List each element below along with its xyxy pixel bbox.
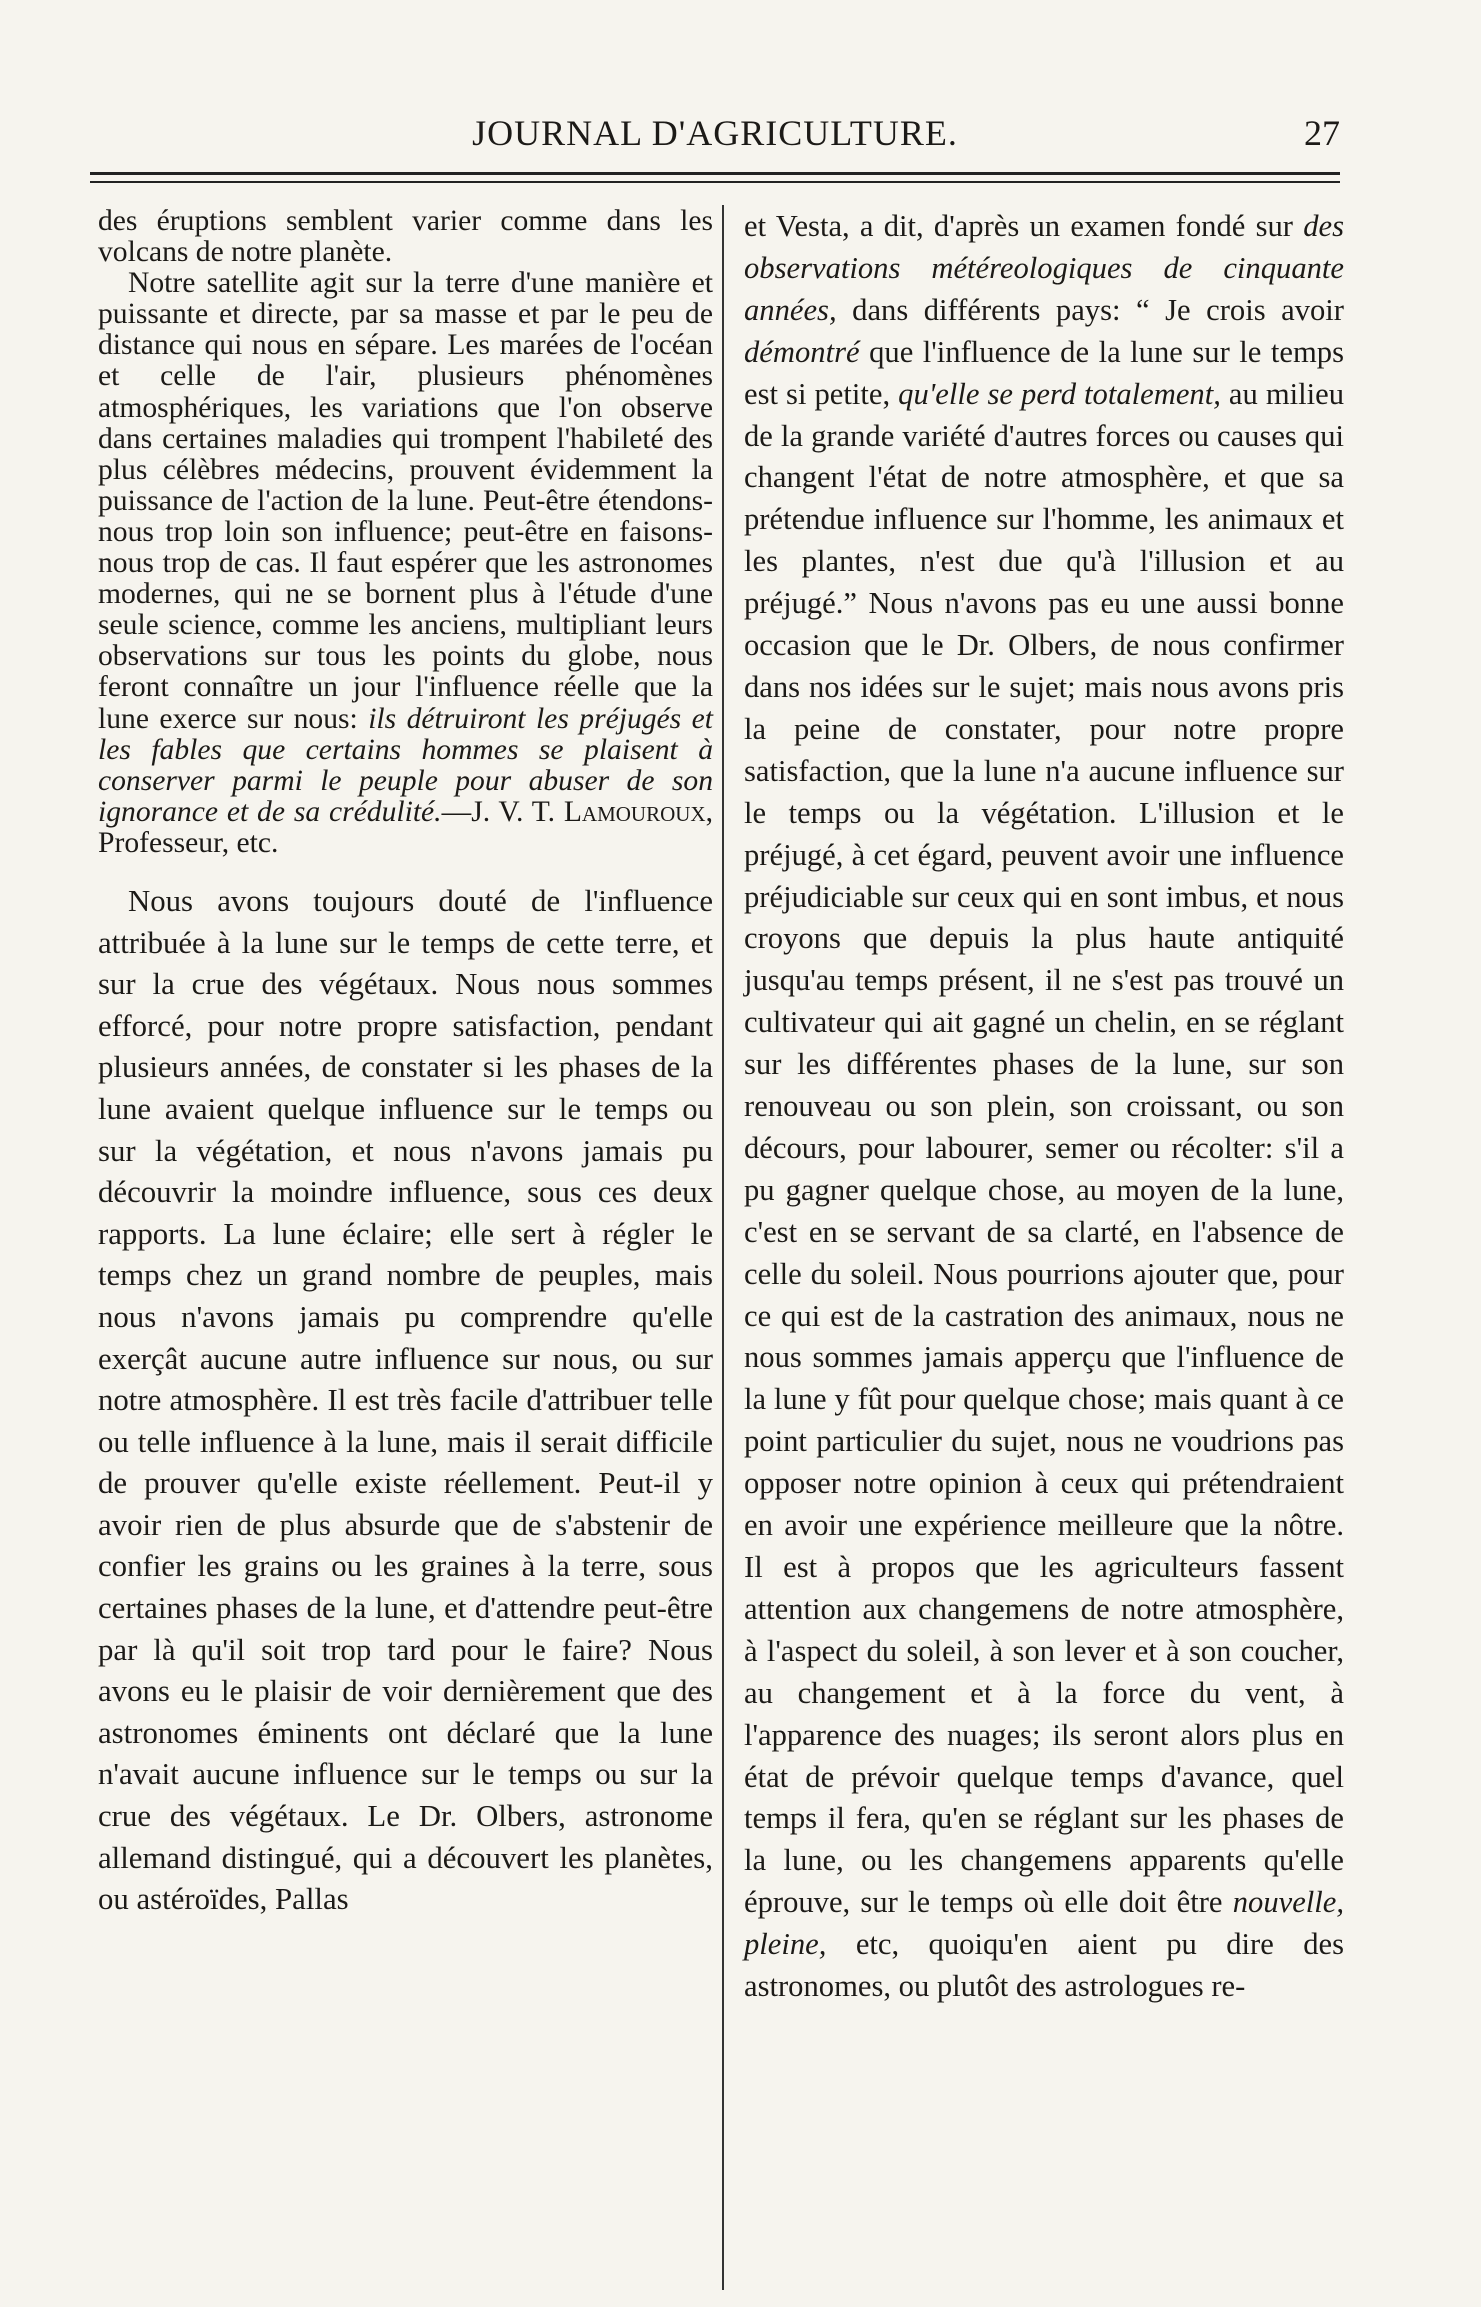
- header-rule-thin: [90, 181, 1340, 183]
- signature-name: Lamouroux,: [563, 795, 713, 828]
- satellite-text: Notre satellite agit sur la terre d'une manière et puissante et directe, par sa masse et par le peu de distance qui nous en sépare. Les marées de l'océan et celle de l'air, plusieurs phénomènes atmosphériques, les variations que l'on observe dans certaines maladies qui trompent l'habileté des plus célèbres médecins, prouvent évidemment la puissance de l'action de la lune. Peut-être étendons-nous trop loin son influence; peut-être en faisons-nous trop de cas. Il faut espérer que les astronomes modernes, qui ne se bornent plus à l'étude d'une seule science, comme les anciens, multipliant leurs observations sur tous les points du globe, nous feront connaître un jour l'influence réelle que la lune exerce sur nous:: [98, 267, 713, 735]
- running-title: JOURNAL D'AGRICULTURE.: [472, 113, 958, 153]
- olbers-text-2: dans différents pays: “ Je crois avoir: [852, 292, 1344, 327]
- paragraph-satellite: [98, 268, 713, 859]
- column-separator: [722, 205, 724, 2290]
- header-rule-thick: [90, 172, 1340, 175]
- olbers-italic-2: démontré: [744, 334, 860, 369]
- paragraph-influence-lune: Nous avons toujours douté de l'influence attribuée à la lune sur le temps de cette terre, et sur la crue des végétaux. Nous nous sommes efforcé, pour notre propre satisfaction, pendant plusieurs années, de constater si les phases de la lune avaient quelque influence sur le temps ou sur la végétation, et nous n'avons jamais pu découvrir la moindre influence, sous ces deux rapports. La lune éclaire; elle sert à régler le temps chez un grand nombre de peuples, mais nous n'avons jamais pu comprendre qu'elle exerçât aucune autre influence sur nous, ou sur notre atmosphère. Il est très facile d'attribuer telle ou telle influence à la lune, mais il serait difficile de prouver qu'elle existe réellement. Peut-il y avoir rien de plus absurde que de s'abstenir de confier les grains ou les graines à la terre, sous certaines phases de la lune, et d'attendre peut-être par là qu'il soit trop tard pour le faire? Nous avons eu le plaisir de voir dernièrement que des astronomes éminents ont déclaré que la lune n'avait aucune influence sur le temps ou sur la crue des végétaux. Le Dr. Olbers, astronome allemand distingué, qui a découvert les planètes, ou astéroïdes, Pallas: [98, 883, 713, 1917]
- olbers-text-4: au milieu de la grande variété d'autres forces ou causes qui changent l'état de notre atmosphère, et que sa prétendue influence sur l'homme, les animaux et les plantes, n'est due qu'à l'illusion et au préjugé.” Nous n'avons pas eu une aussi bonne occasion que le Dr. Olbers, de nous confirmer dans nos idées sur le sujet; mais nous avons pris la peine de constater, pour notre propre satisfaction, que la lune n'a aucune influence sur le temps ou la végétation. L'illusion et le préjugé, à cet égard, peuvent avoir une influence préjudiciable sur ceux qui en sont imbus, et nous croyons que depuis la plus haute antiquité jusqu'au temps présent, il ne s'est pas trouvé un cultivateur qui ait gagné un chelin, en se réglant sur les différentes phases de la lune, sur son renouveau ou son plein, son croissant, ou son décours, pour labourer, semer ou récolter: s'il a pu gagner quelque chose, au moyen de la lune, c'est en se servant de sa clarté, en l'absence de celle du soleil. Nous pourrions ajouter que, pour ce qui est de la castration des animaux, nous ne nous sommes jamais apperçu que l'influence de la lune y fût pour quelque chose; mais quant à ce point particulier du sujet, nous ne voudrions pas opposer notre opinion à ceux qui prétendraient en avoir une expérience meilleure que la nôtre. Il est à propos que les agriculteurs fassent attention aux changemens de notre atmosphère, à l'aspect du soleil, à son lever et à son coucher, au changement et à la force du vent, à l'apparence des nuages; ils seront alors plus en état de prévoir quelque temps d'avance, quel temps il fera, qu'en se réglant sur les phases de la lune, ou les changemens apparents qu'elle éprouve, sur le temps où elle doit être: [744, 376, 1345, 1920]
- olbers-italic-4: nouvelle, pleine,: [744, 1885, 1344, 1962]
- satellite-italic-quote: ils détruiront les préjugés et les fables que certains hommes se plaisent à conserver parmi le peuple pour abuser de son ignorance et de sa crédulité.: [98, 702, 713, 828]
- olbers-text-5: etc, quoiqu'en aient pu dire des astronomes, ou plutôt des astrologues re-: [744, 1927, 1344, 2004]
- right-column: [744, 206, 1344, 2008]
- olbers-italic-1: des observations météreologiques de cinquante années,: [744, 209, 1344, 327]
- page-header: [90, 112, 1340, 162]
- left-column: [98, 206, 713, 1921]
- olbers-text-3: que l'influence de la lune sur le temps est si petite,: [744, 334, 1344, 411]
- olbers-text-1: et Vesta, a dit, d'après un examen fondé sur: [744, 209, 1293, 243]
- page-number: 27: [1304, 113, 1340, 153]
- olbers-italic-3: qu'elle se perd totalement,: [898, 376, 1221, 411]
- paragraph-volcans: des éruptions semblent varier comme dans les volcans de notre planète.: [98, 205, 713, 269]
- signature-prefix: —J. V. T.: [441, 795, 555, 828]
- paragraph-olbers: [744, 206, 1344, 2008]
- signature-title: Professeur, etc.: [98, 826, 279, 859]
